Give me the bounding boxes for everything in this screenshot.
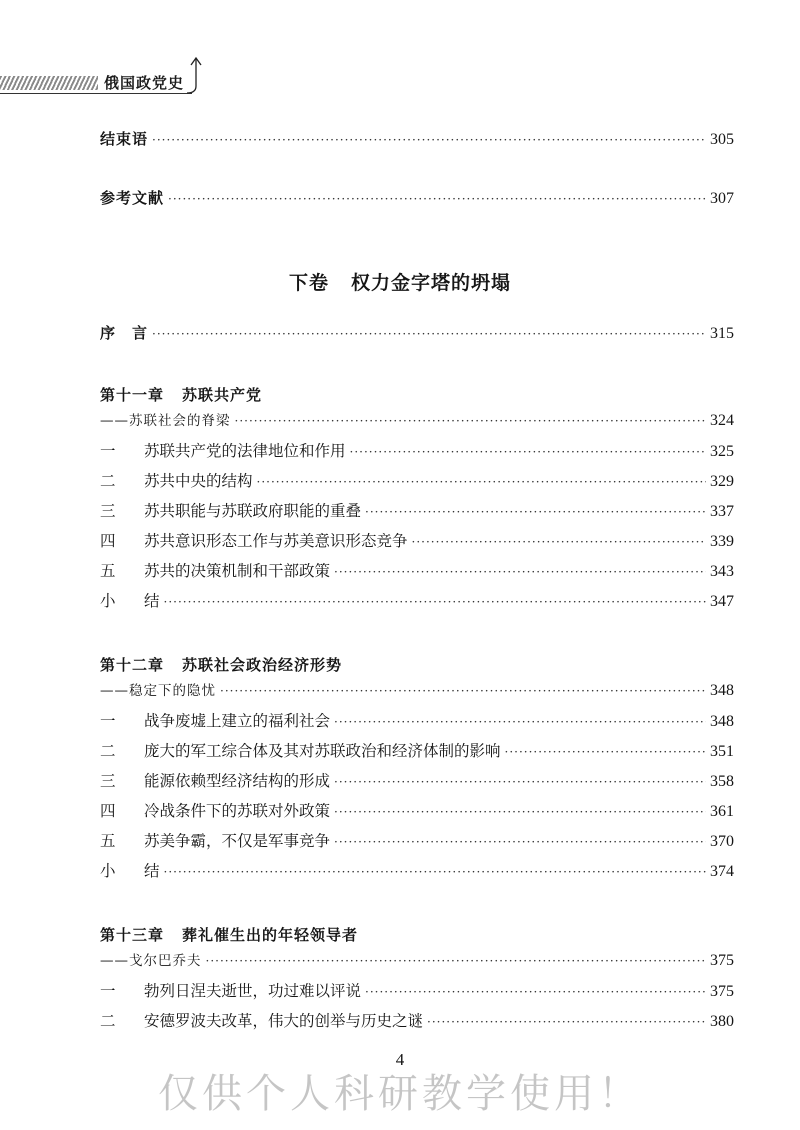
toc-entry-label: 参考文献 bbox=[100, 189, 165, 207]
toc-entry-page: 348 bbox=[710, 713, 734, 730]
toc-entry-label: 结束语 bbox=[100, 130, 149, 148]
toc-entry-label: ——苏联社会的脊梁 bbox=[100, 413, 231, 429]
toc-entry-page: 347 bbox=[710, 593, 734, 610]
toc-entry-summary[interactable] bbox=[100, 588, 734, 614]
toc-leader-dots bbox=[235, 408, 707, 434]
toc-entry-page: 374 bbox=[710, 863, 734, 880]
toc-entry-label: 苏美争霸，不仅是军事竞争 bbox=[144, 832, 331, 850]
toc-entry-number: 五 bbox=[100, 832, 116, 850]
toc-entry-page: 324 bbox=[710, 412, 734, 429]
toc-leader-dots bbox=[350, 439, 706, 465]
toc-entry-label: ——戈尔巴乔夫 bbox=[100, 953, 202, 969]
toc-entry[interactable] bbox=[100, 498, 734, 524]
toc-entry-references[interactable] bbox=[100, 185, 734, 211]
toc-entry-label: 勃列日涅夫逝世，功过难以评说 bbox=[144, 982, 362, 1000]
volume-name: 下卷 bbox=[288, 272, 329, 294]
toc-entry-label: 战争废墟上建立的福利社会 bbox=[144, 712, 331, 730]
toc-entry-preface[interactable] bbox=[100, 320, 734, 346]
toc-entry-page: 351 bbox=[710, 743, 734, 760]
toc-entry[interactable] bbox=[100, 768, 734, 794]
arrow-up-icon bbox=[183, 56, 209, 96]
toc-entry-label: 苏共职能与苏联政府职能的重叠 bbox=[144, 502, 362, 520]
toc-entry-number: 小 bbox=[100, 862, 116, 880]
toc-entry-number: 二 bbox=[100, 1012, 116, 1030]
toc-entry-number: 一 bbox=[100, 442, 116, 460]
toc-entry-number: 三 bbox=[100, 772, 116, 790]
toc-entry-number: 五 bbox=[100, 562, 116, 580]
toc-leader-dots bbox=[206, 948, 707, 974]
header-rule bbox=[0, 93, 192, 94]
book-title: 俄国政党史 bbox=[104, 74, 185, 92]
toc-entry-label: 结 bbox=[144, 862, 160, 880]
toc-entry-page: 329 bbox=[710, 473, 734, 490]
toc-entry-page: 375 bbox=[710, 983, 734, 1000]
toc-entry[interactable] bbox=[100, 978, 734, 1004]
toc-entry-number: 三 bbox=[100, 502, 116, 520]
toc-entry-page: 337 bbox=[710, 503, 734, 520]
toc-entry-page: 348 bbox=[710, 682, 734, 699]
toc-entry-label: 苏联共产党的法律地位和作用 bbox=[144, 442, 346, 460]
toc-entry-number: 一 bbox=[100, 712, 116, 730]
toc-entry-number: 二 bbox=[100, 472, 116, 490]
chapter-title: 苏联共产党 bbox=[182, 386, 263, 404]
toc-entry-number: 四 bbox=[100, 802, 116, 820]
toc-entry-label: 冷战条件下的苏联对外政策 bbox=[144, 802, 331, 820]
toc-entry-label: 能源依赖型经济结构的形成 bbox=[144, 772, 331, 790]
toc-leader-dots bbox=[334, 799, 706, 825]
chapter-number: 第十一章 bbox=[100, 386, 165, 404]
chapter-heading[interactable] bbox=[100, 654, 342, 675]
toc-leader-dots bbox=[152, 321, 706, 347]
toc-entry[interactable] bbox=[100, 948, 734, 974]
toc-leader-dots bbox=[257, 469, 706, 495]
toc-entry-number: 小 bbox=[100, 592, 116, 610]
toc-entry-page: 380 bbox=[710, 1013, 734, 1030]
chapter-title: 葬礼催生出的年轻领导者 bbox=[182, 926, 359, 944]
toc-leader-dots bbox=[168, 186, 706, 212]
toc-entry-summary[interactable] bbox=[100, 858, 734, 884]
toc-entry-label: 庞大的军工综合体及其对苏联政治和经济体制的影响 bbox=[144, 742, 501, 760]
toc-entry-page: 358 bbox=[710, 773, 734, 790]
chapter-heading[interactable] bbox=[100, 384, 262, 405]
toc-entry-page: 307 bbox=[710, 190, 734, 207]
chapter-number: 第十二章 bbox=[100, 656, 165, 674]
toc-entry-label: 苏共意识形态工作与苏美意识形态竞争 bbox=[144, 532, 408, 550]
toc-entry-page: 339 bbox=[710, 533, 734, 550]
toc-entry[interactable] bbox=[100, 1008, 734, 1034]
toc-entry[interactable] bbox=[100, 828, 734, 854]
toc-entry[interactable] bbox=[100, 678, 734, 704]
toc-entry-page: 305 bbox=[710, 131, 734, 148]
toc-entry[interactable] bbox=[100, 738, 734, 764]
toc-leader-dots bbox=[334, 559, 706, 585]
toc-leader-dots bbox=[334, 829, 706, 855]
toc-entry-number: 一 bbox=[100, 982, 116, 1000]
toc-entry[interactable] bbox=[100, 528, 734, 554]
toc-entry[interactable] bbox=[100, 408, 734, 434]
toc-leader-dots bbox=[427, 1009, 706, 1035]
toc-entry-number: 二 bbox=[100, 742, 116, 760]
toc-leader-dots bbox=[365, 979, 706, 1005]
toc-leader-dots bbox=[164, 859, 706, 885]
toc-entry-page: 361 bbox=[710, 803, 734, 820]
toc-entry[interactable] bbox=[100, 438, 734, 464]
toc-entry-label: 序 言 bbox=[100, 324, 149, 342]
toc-leader-dots bbox=[220, 678, 706, 704]
toc-entry-label: ——稳定下的隐忧 bbox=[100, 683, 216, 699]
toc-entry-conclusion[interactable] bbox=[100, 126, 734, 152]
chapter-heading[interactable] bbox=[100, 924, 358, 945]
toc-leader-dots bbox=[505, 739, 706, 765]
toc-leader-dots bbox=[412, 529, 706, 555]
toc-entry[interactable] bbox=[100, 468, 734, 494]
toc-entry-page: 375 bbox=[710, 952, 734, 969]
toc-entry-label: 安德罗波夫改革，伟大的创举与历史之谜 bbox=[144, 1012, 424, 1030]
toc-entry-label: 苏共的决策机制和干部政策 bbox=[144, 562, 331, 580]
toc-entry-page: 343 bbox=[710, 563, 734, 580]
toc-entry-number: 四 bbox=[100, 532, 116, 550]
watermark: 仅供个人科研教学使用！ bbox=[158, 1071, 642, 1117]
running-header bbox=[0, 56, 210, 98]
toc-leader-dots bbox=[164, 589, 706, 615]
toc-entry-page: 370 bbox=[710, 833, 734, 850]
toc-entry[interactable] bbox=[100, 708, 734, 734]
toc-leader-dots bbox=[152, 127, 706, 153]
toc-entry-label: 苏共中央的结构 bbox=[144, 472, 253, 490]
chapter-number: 第十三章 bbox=[100, 926, 165, 944]
volume-title: 权力金字塔的坍塌 bbox=[351, 272, 512, 294]
toc-leader-dots bbox=[365, 499, 706, 525]
toc-entry[interactable] bbox=[100, 558, 734, 584]
volume-heading bbox=[0, 268, 800, 295]
toc-entry-label: 结 bbox=[144, 592, 160, 610]
toc-entry[interactable] bbox=[100, 798, 734, 824]
header-stripe-decoration bbox=[0, 76, 98, 90]
toc-leader-dots bbox=[334, 709, 706, 735]
page-number: 4 bbox=[395, 1050, 405, 1069]
chapter-title: 苏联社会政治经济形势 bbox=[182, 656, 343, 674]
toc-entry-page: 315 bbox=[710, 325, 734, 342]
toc-leader-dots bbox=[334, 769, 706, 795]
toc-entry-page: 325 bbox=[710, 443, 734, 460]
